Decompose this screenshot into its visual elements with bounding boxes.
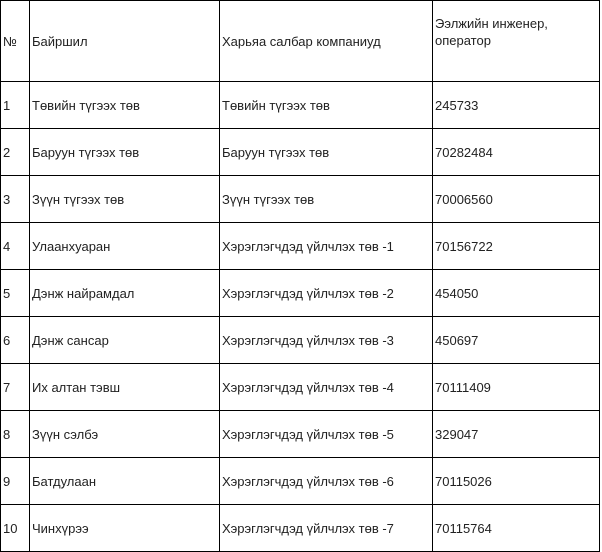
cell-number: 5 bbox=[1, 270, 30, 317]
header-location: Байршил bbox=[30, 1, 220, 82]
cell-phone: 454050 bbox=[433, 270, 600, 317]
table-row bbox=[1, 270, 600, 317]
table-row bbox=[1, 364, 600, 411]
cell-company: Хэрэглэгчдэд үйлчлэх төв -4 bbox=[220, 364, 433, 411]
cell-company: Хэрэглэгчдэд үйлчлэх төв -1 bbox=[220, 223, 433, 270]
header-number: № bbox=[1, 1, 30, 82]
cell-company: Хэрэглэгчдэд үйлчлэх төв -7 bbox=[220, 505, 433, 552]
cell-phone: 450697 bbox=[433, 317, 600, 364]
cell-number: 4 bbox=[1, 223, 30, 270]
cell-number: 2 bbox=[1, 129, 30, 176]
cell-phone: 70115026 bbox=[433, 458, 600, 505]
cell-location: Дэнж сансар bbox=[30, 317, 220, 364]
header-engineer: Ээлжийн инженер, оператор bbox=[433, 1, 600, 82]
cell-number: 9 bbox=[1, 458, 30, 505]
cell-phone: 70111409 bbox=[433, 364, 600, 411]
table-row bbox=[1, 505, 600, 552]
cell-number: 3 bbox=[1, 176, 30, 223]
cell-company: Хэрэглэгчдэд үйлчлэх төв -6 bbox=[220, 458, 433, 505]
cell-location: Их алтан тэвш bbox=[30, 364, 220, 411]
cell-location: Улаанхуаран bbox=[30, 223, 220, 270]
cell-company: Баруун түгээх төв bbox=[220, 129, 433, 176]
table-row bbox=[1, 176, 600, 223]
cell-location: Зүүн түгээх төв bbox=[30, 176, 220, 223]
cell-company: Хэрэглэгчдэд үйлчлэх төв -5 bbox=[220, 411, 433, 458]
table-row bbox=[1, 129, 600, 176]
cell-company: Хэрэглэгчдэд үйлчлэх төв -3 bbox=[220, 317, 433, 364]
cell-location: Дэнж найрамдал bbox=[30, 270, 220, 317]
cell-phone: 70156722 bbox=[433, 223, 600, 270]
table-row bbox=[1, 223, 600, 270]
cell-phone: 70282484 bbox=[433, 129, 600, 176]
cell-company: Зүүн түгээх төв bbox=[220, 176, 433, 223]
contacts-table-body bbox=[1, 1, 600, 552]
cell-location: Зүүн сэлбэ bbox=[30, 411, 220, 458]
cell-phone: 70115764 bbox=[433, 505, 600, 552]
cell-location: Чинхүрээ bbox=[30, 505, 220, 552]
table-row bbox=[1, 411, 600, 458]
table-row bbox=[1, 82, 600, 129]
table-header-row bbox=[1, 1, 600, 82]
cell-number: 6 bbox=[1, 317, 30, 364]
header-company: Харьяа салбар компаниуд bbox=[220, 1, 433, 82]
cell-number: 10 bbox=[1, 505, 30, 552]
cell-location: Батдулаан bbox=[30, 458, 220, 505]
cell-phone: 245733 bbox=[433, 82, 600, 129]
cell-number: 1 bbox=[1, 82, 30, 129]
table-row bbox=[1, 317, 600, 364]
table-row bbox=[1, 458, 600, 505]
cell-number: 8 bbox=[1, 411, 30, 458]
cell-number: 7 bbox=[1, 364, 30, 411]
cell-location: Төвийн түгээх төв bbox=[30, 82, 220, 129]
cell-location: Баруун түгээх төв bbox=[30, 129, 220, 176]
cell-company: Төвийн түгээх төв bbox=[220, 82, 433, 129]
cell-company: Хэрэглэгчдэд үйлчлэх төв -2 bbox=[220, 270, 433, 317]
cell-phone: 329047 bbox=[433, 411, 600, 458]
cell-phone: 70006560 bbox=[433, 176, 600, 223]
